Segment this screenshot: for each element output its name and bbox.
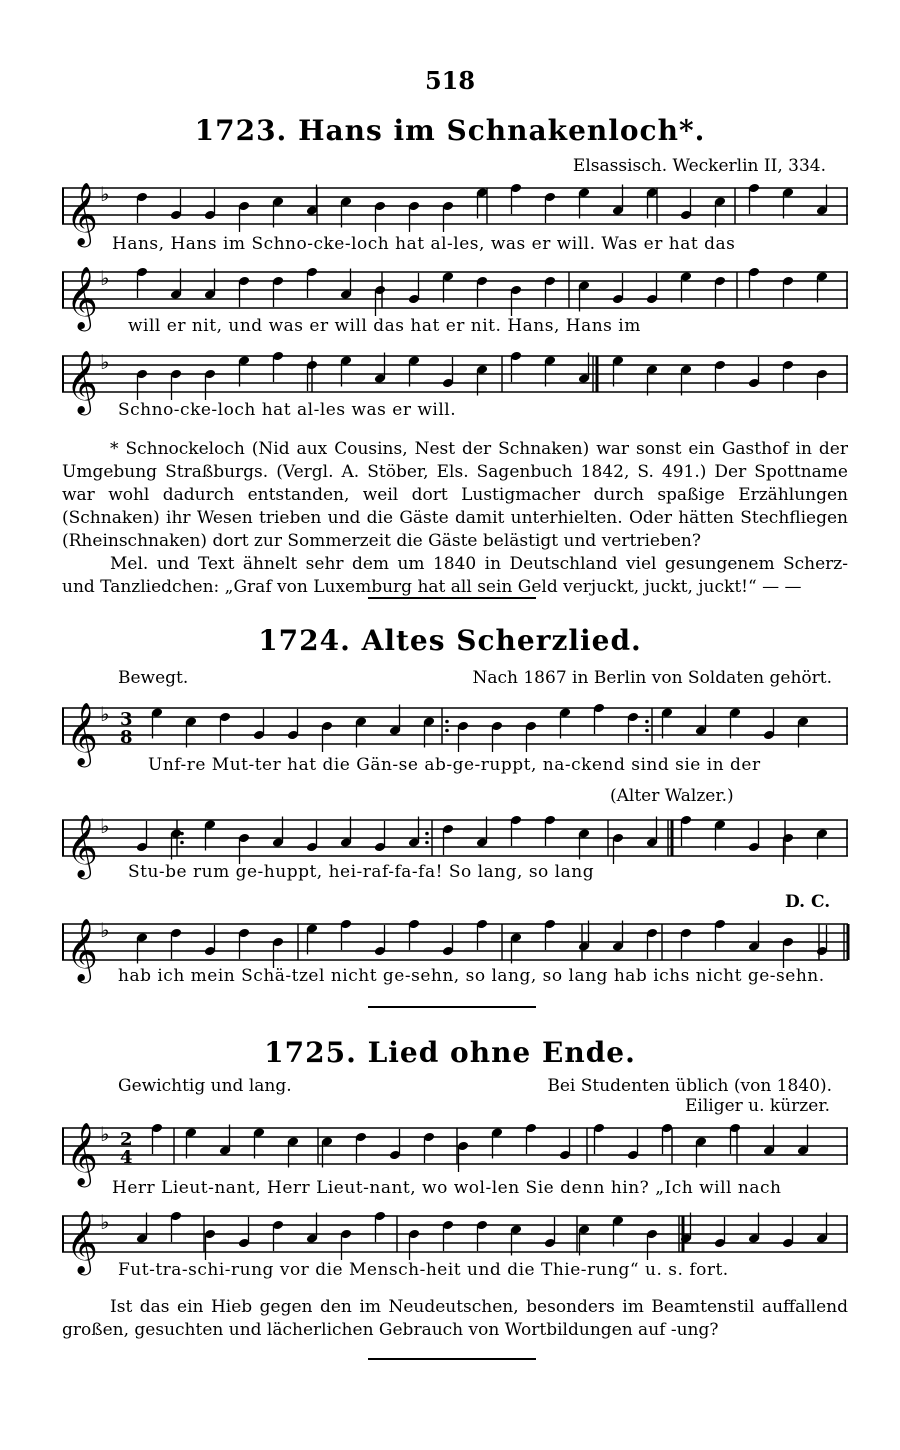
svg-text:2: 2	[120, 1129, 133, 1150]
song-source: Elsassisch. Weckerlin II, 334.	[572, 156, 826, 176]
song-number: 1725.	[264, 1036, 357, 1069]
song-source: Bei Studenten üblich (von 1840).	[547, 1076, 832, 1096]
dc-marking: D. C.	[785, 892, 831, 912]
footnote-marker: *.	[678, 114, 706, 147]
tempo-marking: Bewegt.	[118, 668, 189, 688]
svg-text:♭: ♭	[100, 1122, 110, 1146]
svg-text:𝄞: 𝄞	[66, 182, 98, 245]
tempo-marking: Eiliger u. kürzer.	[684, 1096, 830, 1116]
lyrics-line: Stu-be rum ge-huppt, hei-raf-fa-fa! So lang, so lang	[128, 862, 595, 882]
svg-text:♭: ♭	[100, 1210, 110, 1234]
annotation: (Alter Walzer.)	[610, 786, 734, 806]
svg-text:𝄞: 𝄞	[66, 1210, 98, 1273]
lyrics-line: Hans, Hans im Schno-cke-loch hat al-les, was er will. Was er hat das	[112, 234, 736, 254]
svg-text:♭: ♭	[100, 182, 110, 206]
lyrics-line: Fut-tra-schi-rung vor die Mensch-heit und die Thie-rung“ u. s. fort.	[118, 1260, 729, 1280]
svg-text:♭: ♭	[100, 814, 110, 838]
song-number: 1723.	[194, 114, 288, 147]
section-divider	[368, 1358, 536, 1360]
song-source: Nach 1867 in Berlin von Soldaten gehört.	[472, 668, 832, 688]
page-number: 518	[424, 66, 476, 95]
music-staff	[62, 1118, 848, 1185]
svg-text:𝄞: 𝄞	[66, 266, 98, 329]
svg-text:𝄞: 𝄞	[66, 814, 98, 877]
svg-text:♭: ♭	[100, 266, 110, 290]
lyrics-line: will er nit, und was er will das hat er nit. Hans, Hans im	[128, 316, 641, 336]
svg-text:♭: ♭	[100, 702, 110, 726]
song-title: Altes Scherzlied.	[361, 624, 642, 657]
svg-text:♭: ♭	[100, 350, 110, 374]
lyrics-line: Unf-re Mut-ter hat die Gän-se ab-ge-ruppt, na-ckend sind sie in der	[148, 755, 761, 775]
lyrics-line: Schno-cke-loch hat al-les was er will.	[118, 400, 457, 420]
footnote	[62, 438, 848, 599]
footnote-text: * Schnockeloch (Nid aux Cousins, Nest der Schnaken) war sonst ein Gasthof in der Umgebung Straßburgs. (Vergl. A. Stöber, Els. Sagenbuch 1842, S. 491.) Der Spottname war wohl dadurch entstanden, weil dort Lustigmacher durch spaßige Erzählungen (Schnaken) ihr Wesen trieben und die Gäste damit unterhielten. Oder hätten Stechfliegen (Rheinschnaken) dort zur Sommerzeit die Gäste belästigt und vertrieben?	[62, 439, 848, 551]
song-title-1724	[0, 624, 900, 657]
svg-text:𝄞: 𝄞	[66, 350, 98, 413]
song-title: Lied ohne Ende.	[367, 1036, 636, 1069]
svg-text:𝄞: 𝄞	[66, 1122, 98, 1185]
footnote-text: Ist das ein Hieb gegen den im Neudeutschen, besonders im Beamtenstil auffallend großen, gesuchten und lächerlichen Gebrauch von Wortbildungen auf -ung?	[62, 1297, 848, 1340]
song-title-1723	[0, 114, 900, 147]
lyrics-line: hab ich mein Schä-tzel nicht ge-sehn, so lang, so lang hab ichs nicht ge-sehn.	[118, 966, 825, 986]
song-number: 1724.	[258, 624, 351, 657]
lyrics-line: Herr Lieut-nant, Herr Lieut-nant, wo wol-len Sie denn hin? „Ich will nach	[112, 1178, 782, 1198]
svg-text:4: 4	[120, 1147, 133, 1168]
song-title-1725	[0, 1036, 900, 1069]
section-divider	[368, 597, 536, 599]
svg-text:𝄞: 𝄞	[66, 702, 98, 765]
footnote-text: Mel. und Text ähnelt sehr dem um 1840 in Deutschland viel gesungenem Scherz- und Tanzliedchen: „Graf von Luxemburg hat all sein Geld verjuckt, juckt, juckt!“ — —	[62, 554, 848, 597]
section-divider	[368, 1006, 536, 1008]
footnote	[62, 1296, 848, 1342]
svg-text:𝄞: 𝄞	[66, 918, 98, 981]
svg-text:8: 8	[120, 727, 133, 748]
svg-text:♭: ♭	[100, 918, 110, 942]
svg-text:3: 3	[120, 709, 133, 730]
tempo-marking: Gewichtig und lang.	[118, 1076, 292, 1096]
song-title: Hans im Schnakenloch	[298, 114, 679, 147]
